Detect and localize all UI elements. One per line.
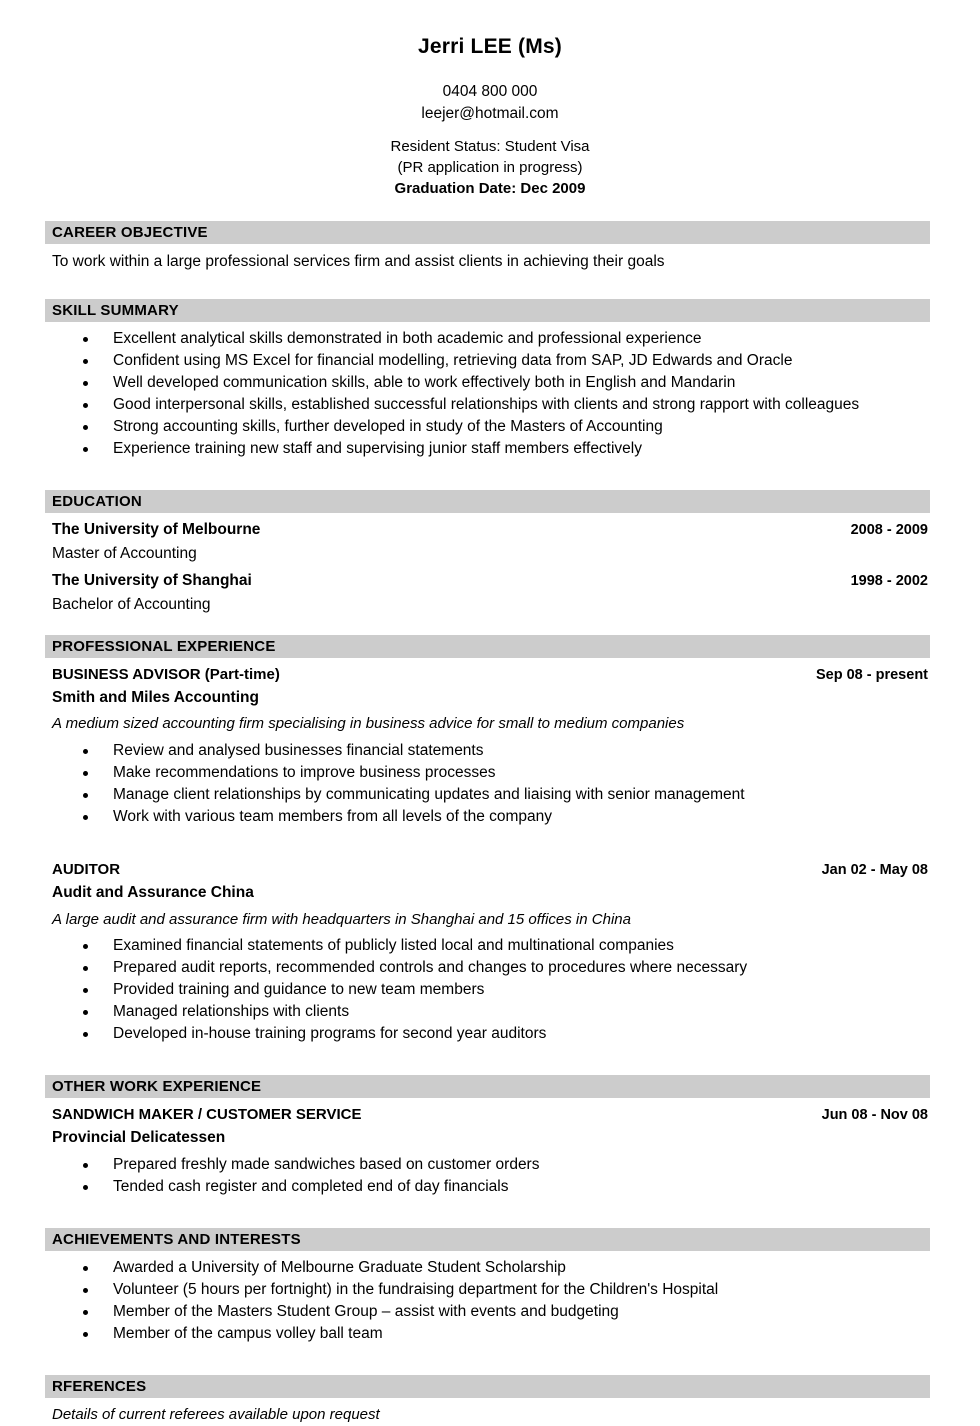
section-education: [45, 490, 930, 616]
references-text: Details of current referees available upon request: [52, 1405, 380, 1423]
education-institution: The University of Shanghai: [52, 572, 252, 590]
experience-title-row: [45, 1104, 930, 1125]
section-title-text: SKILL SUMMARY: [52, 302, 179, 320]
header-spacer: [0, 124, 980, 136]
resume-header: [0, 0, 980, 199]
career-objective-text: To work within a large professional services firm and assist clients in achieving their goals: [52, 252, 665, 270]
education-institution: The University of Melbourne: [52, 521, 261, 539]
section-header-professional-experience: [45, 635, 930, 658]
list-item: Strong accounting skills, further developed in study of the Masters of Accounting: [45, 416, 930, 438]
section-title-text: CAREER OBJECTIVE: [52, 223, 208, 241]
section-spacer: [45, 1198, 930, 1228]
list-item: Good interpersonal skills, established successful relationships with clients and strong rapport with colleagues: [45, 394, 930, 416]
candidate-email: leejer@hotmail.com: [421, 104, 559, 122]
company-description: A medium sized accounting firm specialising in business advice for small to medium companies: [52, 715, 685, 733]
section-spacer: [45, 1345, 930, 1375]
experience-entry: [45, 664, 930, 828]
education-dates: 1998 - 2002: [850, 573, 928, 590]
education-entry: [45, 570, 930, 592]
list-item: Prepared audit reports, recommended controls and changes to procedures where necessary: [45, 957, 930, 979]
company-name: Smith and Miles Accounting: [52, 688, 259, 706]
section-spacer: [45, 617, 930, 635]
experience-title-row: [45, 664, 930, 685]
list-item: Volunteer (5 hours per fortnight) in the fundraising department for the Children's Hospital: [45, 1279, 930, 1301]
section-header-education: [45, 490, 930, 513]
graduation-date: Graduation Date: Dec 2009: [394, 179, 586, 197]
job-dates: Sep 08 - present: [815, 666, 928, 683]
section-achievements-and-interests: [45, 1228, 930, 1345]
section-professional-experience: [45, 635, 930, 1046]
experience-bullet-list: [45, 740, 930, 828]
section-spacer: [45, 460, 930, 490]
candidate-phone: 0404 800 000: [442, 83, 538, 101]
education-dates: 2008 - 2009: [850, 522, 928, 539]
experience-entry: [45, 859, 930, 1045]
list-item: Awarded a University of Melbourne Graduate Student Scholarship: [45, 1257, 930, 1279]
candidate-name: Jerri LEE (Ms): [417, 35, 562, 58]
job-title: SANDWICH MAKER / CUSTOMER SERVICE: [52, 1106, 362, 1124]
education-degree: Master of Accounting: [52, 544, 197, 562]
resident-status: Resident Status: Student Visa: [390, 137, 590, 155]
list-item: Managed relationships with clients: [45, 1001, 930, 1023]
list-item: Manage client relationships by communicating updates and liaising with senior management: [45, 784, 930, 806]
experience-title-row: [45, 859, 930, 880]
section-spacer: [45, 1045, 930, 1075]
list-item: Review and analysed businesses financial statements: [45, 740, 930, 762]
list-item: Tended cash register and completed end of day financials: [45, 1176, 930, 1198]
pr-application-note: (PR application in progress): [397, 158, 583, 176]
section-header-career-objective: [45, 221, 930, 244]
section-title-text: EDUCATION: [52, 493, 142, 511]
section-title-text: ACHIEVEMENTS AND INTERESTS: [52, 1230, 301, 1248]
education-entry: [45, 519, 930, 541]
section-header-skill-summary: [45, 299, 930, 322]
list-item: Work with various team members from all levels of the company: [45, 806, 930, 828]
section-references: [45, 1375, 930, 1426]
section-header-references: [45, 1375, 930, 1398]
job-dates: Jan 02 - May 08: [821, 861, 928, 878]
section-other-work-experience: [45, 1075, 930, 1198]
section-spacer: [45, 273, 930, 299]
entry-spacer: [45, 828, 930, 854]
company-name: Provincial Delicatessen: [52, 1129, 226, 1147]
job-title: AUDITOR: [52, 860, 121, 878]
section-header-achievements: [45, 1228, 930, 1251]
list-item: Excellent analytical skills demonstrated in both academic and professional experience: [45, 328, 930, 350]
job-title: BUSINESS ADVISOR (Part-time): [52, 665, 280, 683]
skill-summary-list: [45, 328, 930, 460]
company-description: A large audit and assurance firm with headquarters in Shanghai and 15 offices in China: [52, 910, 631, 928]
list-item: Member of the campus volley ball team: [45, 1323, 930, 1345]
list-item: Member of the Masters Student Group – assist with events and budgeting: [45, 1301, 930, 1323]
section-career-objective: [45, 221, 930, 273]
resume-body: [0, 221, 980, 1426]
experience-entry: [45, 1104, 930, 1198]
experience-bullet-list: [45, 935, 930, 1045]
section-title-text: RFERENCES: [52, 1377, 147, 1395]
job-dates: Jun 08 - Nov 08: [821, 1107, 928, 1124]
list-item: Examined financial statements of publicly listed local and multinational companies: [45, 935, 930, 957]
company-name: Audit and Assurance China: [52, 884, 254, 902]
section-title-text: OTHER WORK EXPERIENCE: [52, 1078, 262, 1096]
achievements-list: [45, 1257, 930, 1345]
list-item: Make recommendations to improve business processes: [45, 762, 930, 784]
section-title-text: PROFESSIONAL EXPERIENCE: [52, 637, 276, 655]
experience-bullet-list: [45, 1154, 930, 1198]
list-item: Developed in-house training programs for second year auditors: [45, 1023, 930, 1045]
list-item: Confident using MS Excel for financial modelling, retrieving data from SAP, JD Edwards and Oracle: [45, 350, 930, 372]
section-skill-summary: [45, 299, 930, 460]
section-header-other-work-experience: [45, 1075, 930, 1098]
list-item: Provided training and guidance to new team members: [45, 979, 930, 1001]
list-item: Experience training new staff and supervising junior staff members effectively: [45, 438, 930, 460]
list-item: Prepared freshly made sandwiches based on customer orders: [45, 1154, 930, 1176]
education-degree: Bachelor of Accounting: [52, 596, 211, 614]
list-item: Well developed communication skills, able to work effectively both in English and Mandarin: [45, 372, 930, 394]
